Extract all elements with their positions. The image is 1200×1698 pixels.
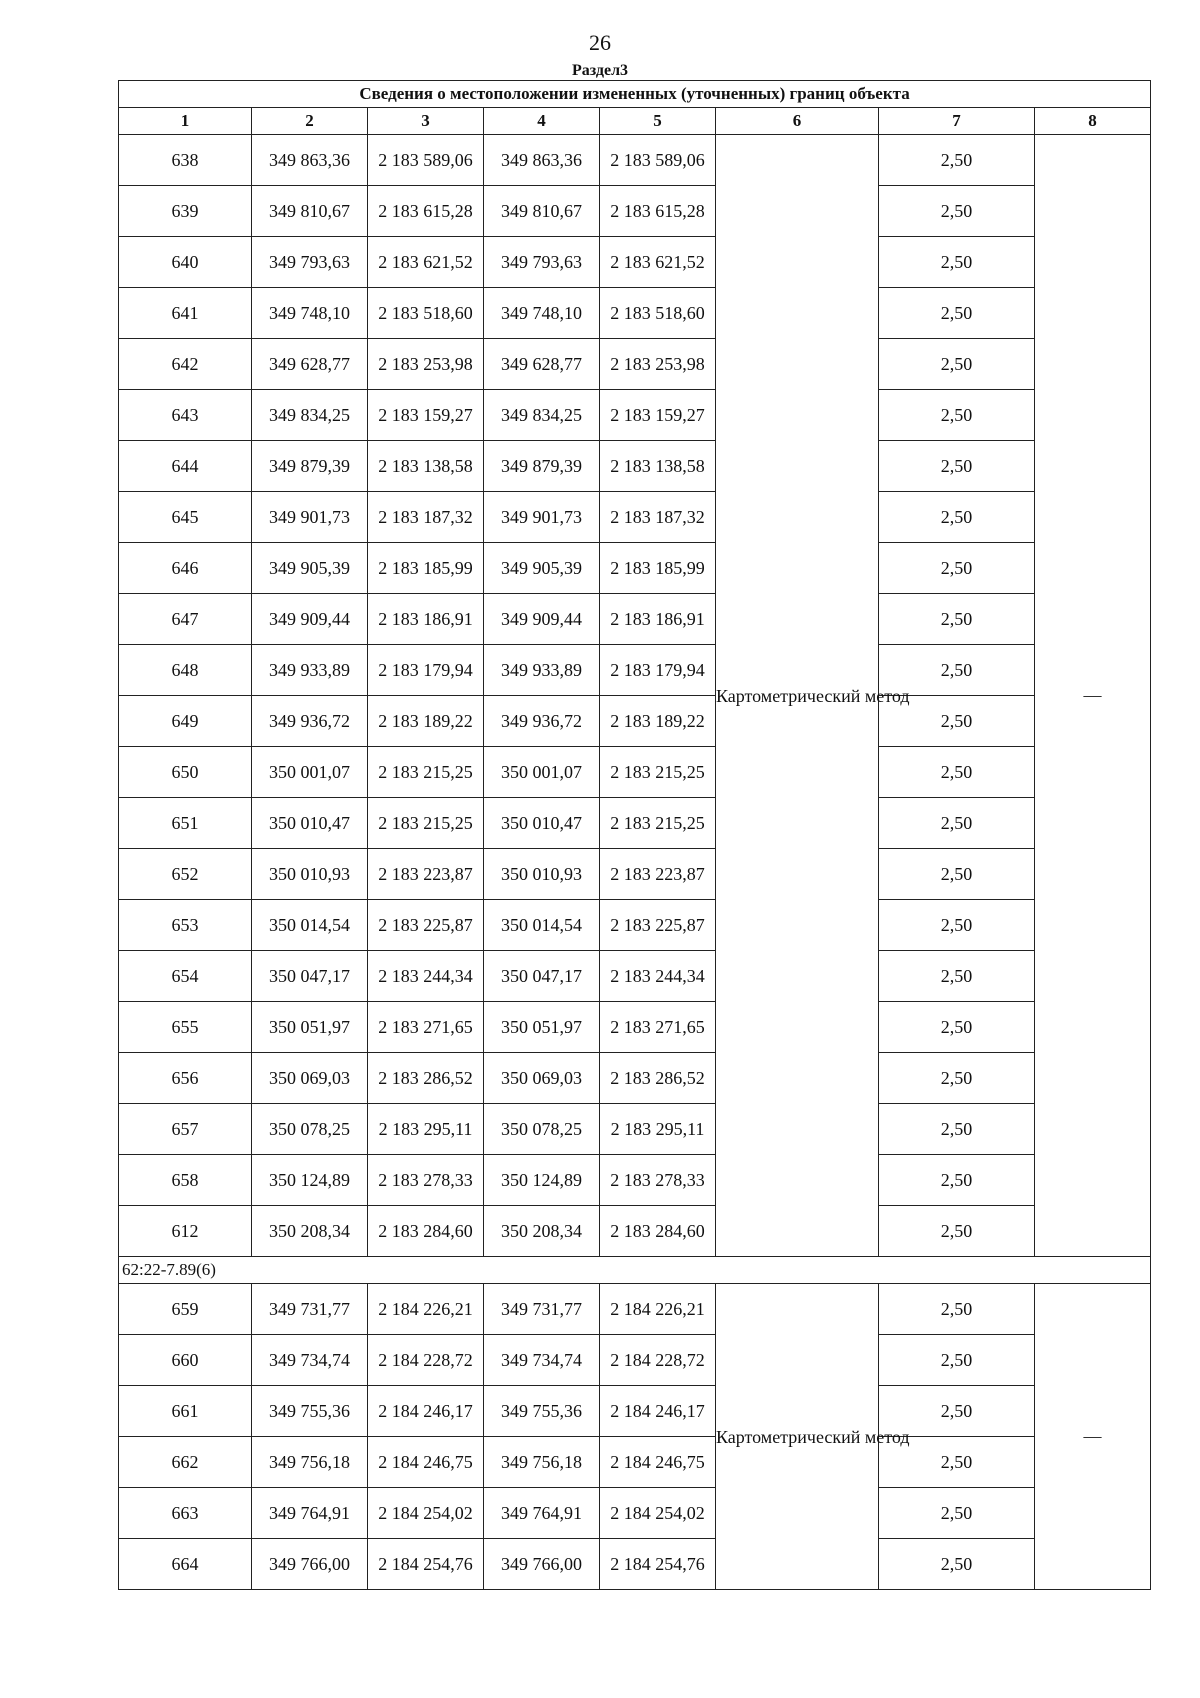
y-old-cell: 2 183 159,27 (368, 390, 484, 441)
y-old-cell: 2 183 621,52 (368, 237, 484, 288)
accuracy-cell: 2,50 (879, 390, 1035, 441)
y-new-cell: 2 183 159,27 (600, 390, 716, 441)
y-old-cell: 2 183 244,34 (368, 951, 484, 1002)
table-row (119, 696, 1151, 747)
x-new-cell: 349 793,63 (484, 237, 600, 288)
y-old-cell: 2 184 246,17 (368, 1386, 484, 1437)
y-new-cell: 2 184 228,72 (600, 1335, 716, 1386)
column-number: 1 (119, 108, 252, 135)
x-old-cell: 349 810,67 (252, 186, 368, 237)
y-new-cell: 2 184 246,75 (600, 1437, 716, 1488)
group-label: 62:22-7.89(6) (119, 1257, 1151, 1284)
x-new-cell: 350 001,07 (484, 747, 600, 798)
accuracy-cell: 2,50 (879, 288, 1035, 339)
y-new-cell: 2 183 518,60 (600, 288, 716, 339)
point-number-cell: 661 (119, 1386, 252, 1437)
y-new-cell: 2 183 215,25 (600, 747, 716, 798)
y-old-cell: 2 183 186,91 (368, 594, 484, 645)
y-old-cell: 2 183 225,87 (368, 900, 484, 951)
x-new-cell: 349 863,36 (484, 135, 600, 186)
table-row (119, 288, 1151, 339)
x-new-cell: 350 014,54 (484, 900, 600, 951)
x-new-cell: 350 010,47 (484, 798, 600, 849)
note-cell: — (1035, 1284, 1151, 1590)
y-new-cell: 2 183 278,33 (600, 1155, 716, 1206)
y-new-cell: 2 183 244,34 (600, 951, 716, 1002)
x-old-cell: 349 905,39 (252, 543, 368, 594)
point-number-cell: 662 (119, 1437, 252, 1488)
x-new-cell: 350 208,34 (484, 1206, 600, 1257)
accuracy-cell: 2,50 (879, 492, 1035, 543)
y-old-cell: 2 183 284,60 (368, 1206, 484, 1257)
accuracy-cell: 2,50 (879, 849, 1035, 900)
table-row (119, 594, 1151, 645)
x-new-cell: 349 901,73 (484, 492, 600, 543)
point-number-cell: 664 (119, 1539, 252, 1590)
table-row (119, 237, 1151, 288)
table-row (119, 1155, 1151, 1206)
x-old-cell: 349 731,77 (252, 1284, 368, 1335)
y-new-cell: 2 183 295,11 (600, 1104, 716, 1155)
y-new-cell: 2 183 179,94 (600, 645, 716, 696)
table-caption: Сведения о местоположении измененных (уточненных) границ объекта (119, 81, 1151, 108)
y-old-cell: 2 183 215,25 (368, 747, 484, 798)
table-row (119, 849, 1151, 900)
column-number: 8 (1035, 108, 1151, 135)
x-old-cell: 349 756,18 (252, 1437, 368, 1488)
table-row (119, 1539, 1151, 1590)
x-old-cell: 349 628,77 (252, 339, 368, 390)
table-row (119, 339, 1151, 390)
x-new-cell: 349 755,36 (484, 1386, 600, 1437)
x-old-cell: 349 793,63 (252, 237, 368, 288)
table-row (119, 747, 1151, 798)
table-row (119, 1053, 1151, 1104)
point-number-cell: 642 (119, 339, 252, 390)
x-new-cell: 349 909,44 (484, 594, 600, 645)
x-old-cell: 349 909,44 (252, 594, 368, 645)
x-old-cell: 350 208,34 (252, 1206, 368, 1257)
point-number-cell: 649 (119, 696, 252, 747)
x-new-cell: 350 047,17 (484, 951, 600, 1002)
point-number-cell: 655 (119, 1002, 252, 1053)
x-new-cell: 349 905,39 (484, 543, 600, 594)
accuracy-cell: 2,50 (879, 1488, 1035, 1539)
x-old-cell: 350 014,54 (252, 900, 368, 951)
accuracy-cell: 2,50 (879, 339, 1035, 390)
table-row (119, 1002, 1151, 1053)
y-new-cell: 2 183 187,32 (600, 492, 716, 543)
x-new-cell: 349 731,77 (484, 1284, 600, 1335)
table-row (119, 492, 1151, 543)
accuracy-cell: 2,50 (879, 441, 1035, 492)
accuracy-cell: 2,50 (879, 1437, 1035, 1488)
point-number-cell: 663 (119, 1488, 252, 1539)
point-number-cell: 659 (119, 1284, 252, 1335)
point-number-cell: 660 (119, 1335, 252, 1386)
y-new-cell: 2 183 225,87 (600, 900, 716, 951)
x-old-cell: 349 834,25 (252, 390, 368, 441)
boundary-coordinates-table (118, 80, 1151, 1590)
y-new-cell: 2 184 246,17 (600, 1386, 716, 1437)
y-old-cell: 2 183 189,22 (368, 696, 484, 747)
table-row (119, 1335, 1151, 1386)
point-number-cell: 647 (119, 594, 252, 645)
column-number: 6 (716, 108, 879, 135)
point-number-cell: 643 (119, 390, 252, 441)
y-old-cell: 2 183 223,87 (368, 849, 484, 900)
x-old-cell: 349 933,89 (252, 645, 368, 696)
y-new-cell: 2 184 226,21 (600, 1284, 716, 1335)
x-new-cell: 349 764,91 (484, 1488, 600, 1539)
table-row (119, 135, 1151, 186)
column-number-row (119, 108, 1151, 135)
accuracy-cell: 2,50 (879, 1053, 1035, 1104)
table-row (119, 1488, 1151, 1539)
point-number-cell: 658 (119, 1155, 252, 1206)
accuracy-cell: 2,50 (879, 645, 1035, 696)
accuracy-cell: 2,50 (879, 1206, 1035, 1257)
y-new-cell: 2 183 185,99 (600, 543, 716, 594)
x-old-cell: 349 766,00 (252, 1539, 368, 1590)
x-new-cell: 349 734,74 (484, 1335, 600, 1386)
column-number: 5 (600, 108, 716, 135)
table-row (119, 1206, 1151, 1257)
group-label-row (119, 1257, 1151, 1284)
table-row (119, 1104, 1151, 1155)
x-new-cell: 349 810,67 (484, 186, 600, 237)
y-new-cell: 2 184 254,02 (600, 1488, 716, 1539)
y-old-cell: 2 183 278,33 (368, 1155, 484, 1206)
accuracy-cell: 2,50 (879, 747, 1035, 798)
x-old-cell: 350 010,47 (252, 798, 368, 849)
y-new-cell: 2 183 589,06 (600, 135, 716, 186)
column-number: 3 (368, 108, 484, 135)
y-new-cell: 2 184 254,76 (600, 1539, 716, 1590)
table-row (119, 543, 1151, 594)
accuracy-cell: 2,50 (879, 186, 1035, 237)
x-old-cell: 349 901,73 (252, 492, 368, 543)
point-number-cell: 646 (119, 543, 252, 594)
x-old-cell: 349 734,74 (252, 1335, 368, 1386)
point-number-cell: 653 (119, 900, 252, 951)
y-old-cell: 2 184 226,21 (368, 1284, 484, 1335)
accuracy-cell: 2,50 (879, 798, 1035, 849)
x-new-cell: 350 078,25 (484, 1104, 600, 1155)
table-row (119, 441, 1151, 492)
y-old-cell: 2 183 615,28 (368, 186, 484, 237)
point-number-cell: 648 (119, 645, 252, 696)
table-caption-row (119, 81, 1151, 108)
accuracy-cell: 2,50 (879, 900, 1035, 951)
x-new-cell: 349 936,72 (484, 696, 600, 747)
y-old-cell: 2 183 138,58 (368, 441, 484, 492)
y-old-cell: 2 183 286,52 (368, 1053, 484, 1104)
table-row (119, 186, 1151, 237)
x-old-cell: 350 001,07 (252, 747, 368, 798)
accuracy-cell: 2,50 (879, 1386, 1035, 1437)
x-new-cell: 349 766,00 (484, 1539, 600, 1590)
x-new-cell: 349 834,25 (484, 390, 600, 441)
y-new-cell: 2 183 615,28 (600, 186, 716, 237)
accuracy-cell: 2,50 (879, 1335, 1035, 1386)
table-row (119, 1284, 1151, 1335)
point-number-cell: 644 (119, 441, 252, 492)
x-new-cell: 349 628,77 (484, 339, 600, 390)
y-old-cell: 2 183 179,94 (368, 645, 484, 696)
y-old-cell: 2 183 215,25 (368, 798, 484, 849)
table-row (119, 390, 1151, 441)
x-old-cell: 350 124,89 (252, 1155, 368, 1206)
y-old-cell: 2 183 253,98 (368, 339, 484, 390)
y-new-cell: 2 183 138,58 (600, 441, 716, 492)
x-new-cell: 350 124,89 (484, 1155, 600, 1206)
x-old-cell: 349 936,72 (252, 696, 368, 747)
point-number-cell: 638 (119, 135, 252, 186)
accuracy-cell: 2,50 (879, 237, 1035, 288)
y-new-cell: 2 183 286,52 (600, 1053, 716, 1104)
section-title: Раздел3 (571, 62, 629, 79)
column-number: 7 (879, 108, 1035, 135)
point-number-cell: 654 (119, 951, 252, 1002)
accuracy-cell: 2,50 (879, 1104, 1035, 1155)
y-old-cell: 2 184 254,76 (368, 1539, 484, 1590)
point-number-cell: 651 (119, 798, 252, 849)
x-old-cell: 350 047,17 (252, 951, 368, 1002)
y-old-cell: 2 183 185,99 (368, 543, 484, 594)
y-new-cell: 2 183 186,91 (600, 594, 716, 645)
y-old-cell: 2 184 228,72 (368, 1335, 484, 1386)
accuracy-cell: 2,50 (879, 696, 1035, 747)
point-number-cell: 656 (119, 1053, 252, 1104)
y-new-cell: 2 183 271,65 (600, 1002, 716, 1053)
point-number-cell: 612 (119, 1206, 252, 1257)
x-new-cell: 350 010,93 (484, 849, 600, 900)
accuracy-cell: 2,50 (879, 951, 1035, 1002)
y-old-cell: 2 184 246,75 (368, 1437, 484, 1488)
x-new-cell: 350 051,97 (484, 1002, 600, 1053)
point-number-cell: 657 (119, 1104, 252, 1155)
x-old-cell: 349 879,39 (252, 441, 368, 492)
y-new-cell: 2 183 253,98 (600, 339, 716, 390)
point-number-cell: 645 (119, 492, 252, 543)
accuracy-cell: 2,50 (879, 135, 1035, 186)
point-number-cell: 639 (119, 186, 252, 237)
note-cell: — (1035, 135, 1151, 1257)
table-row (119, 951, 1151, 1002)
x-old-cell: 350 051,97 (252, 1002, 368, 1053)
accuracy-cell: 2,50 (879, 1539, 1035, 1590)
x-new-cell: 349 748,10 (484, 288, 600, 339)
y-old-cell: 2 183 271,65 (368, 1002, 484, 1053)
x-old-cell: 349 748,10 (252, 288, 368, 339)
x-old-cell: 349 863,36 (252, 135, 368, 186)
page-number: 26 (589, 30, 611, 55)
table-row (119, 798, 1151, 849)
x-new-cell: 349 933,89 (484, 645, 600, 696)
x-old-cell: 349 755,36 (252, 1386, 368, 1437)
point-number-cell: 641 (119, 288, 252, 339)
accuracy-cell: 2,50 (879, 543, 1035, 594)
y-old-cell: 2 183 295,11 (368, 1104, 484, 1155)
y-old-cell: 2 184 254,02 (368, 1488, 484, 1539)
y-new-cell: 2 183 223,87 (600, 849, 716, 900)
y-new-cell: 2 183 215,25 (600, 798, 716, 849)
table-row (119, 1437, 1151, 1488)
table-row (119, 1386, 1151, 1437)
x-old-cell: 350 010,93 (252, 849, 368, 900)
table-row (119, 645, 1151, 696)
y-old-cell: 2 183 518,60 (368, 288, 484, 339)
x-new-cell: 350 069,03 (484, 1053, 600, 1104)
y-new-cell: 2 183 189,22 (600, 696, 716, 747)
y-old-cell: 2 183 187,32 (368, 492, 484, 543)
accuracy-cell: 2,50 (879, 1155, 1035, 1206)
table-row (119, 900, 1151, 951)
method-cell: Картометрический метод (716, 1284, 879, 1590)
accuracy-cell: 2,50 (879, 1284, 1035, 1335)
point-number-cell: 640 (119, 237, 252, 288)
accuracy-cell: 2,50 (879, 594, 1035, 645)
point-number-cell: 652 (119, 849, 252, 900)
x-old-cell: 350 069,03 (252, 1053, 368, 1104)
y-new-cell: 2 183 284,60 (600, 1206, 716, 1257)
x-old-cell: 349 764,91 (252, 1488, 368, 1539)
y-new-cell: 2 183 621,52 (600, 237, 716, 288)
point-number-cell: 650 (119, 747, 252, 798)
column-number: 4 (484, 108, 600, 135)
column-number: 2 (252, 108, 368, 135)
x-new-cell: 349 756,18 (484, 1437, 600, 1488)
accuracy-cell: 2,50 (879, 1002, 1035, 1053)
y-old-cell: 2 183 589,06 (368, 135, 484, 186)
method-cell: Картометрический метод (716, 135, 879, 1257)
x-new-cell: 349 879,39 (484, 441, 600, 492)
x-old-cell: 350 078,25 (252, 1104, 368, 1155)
